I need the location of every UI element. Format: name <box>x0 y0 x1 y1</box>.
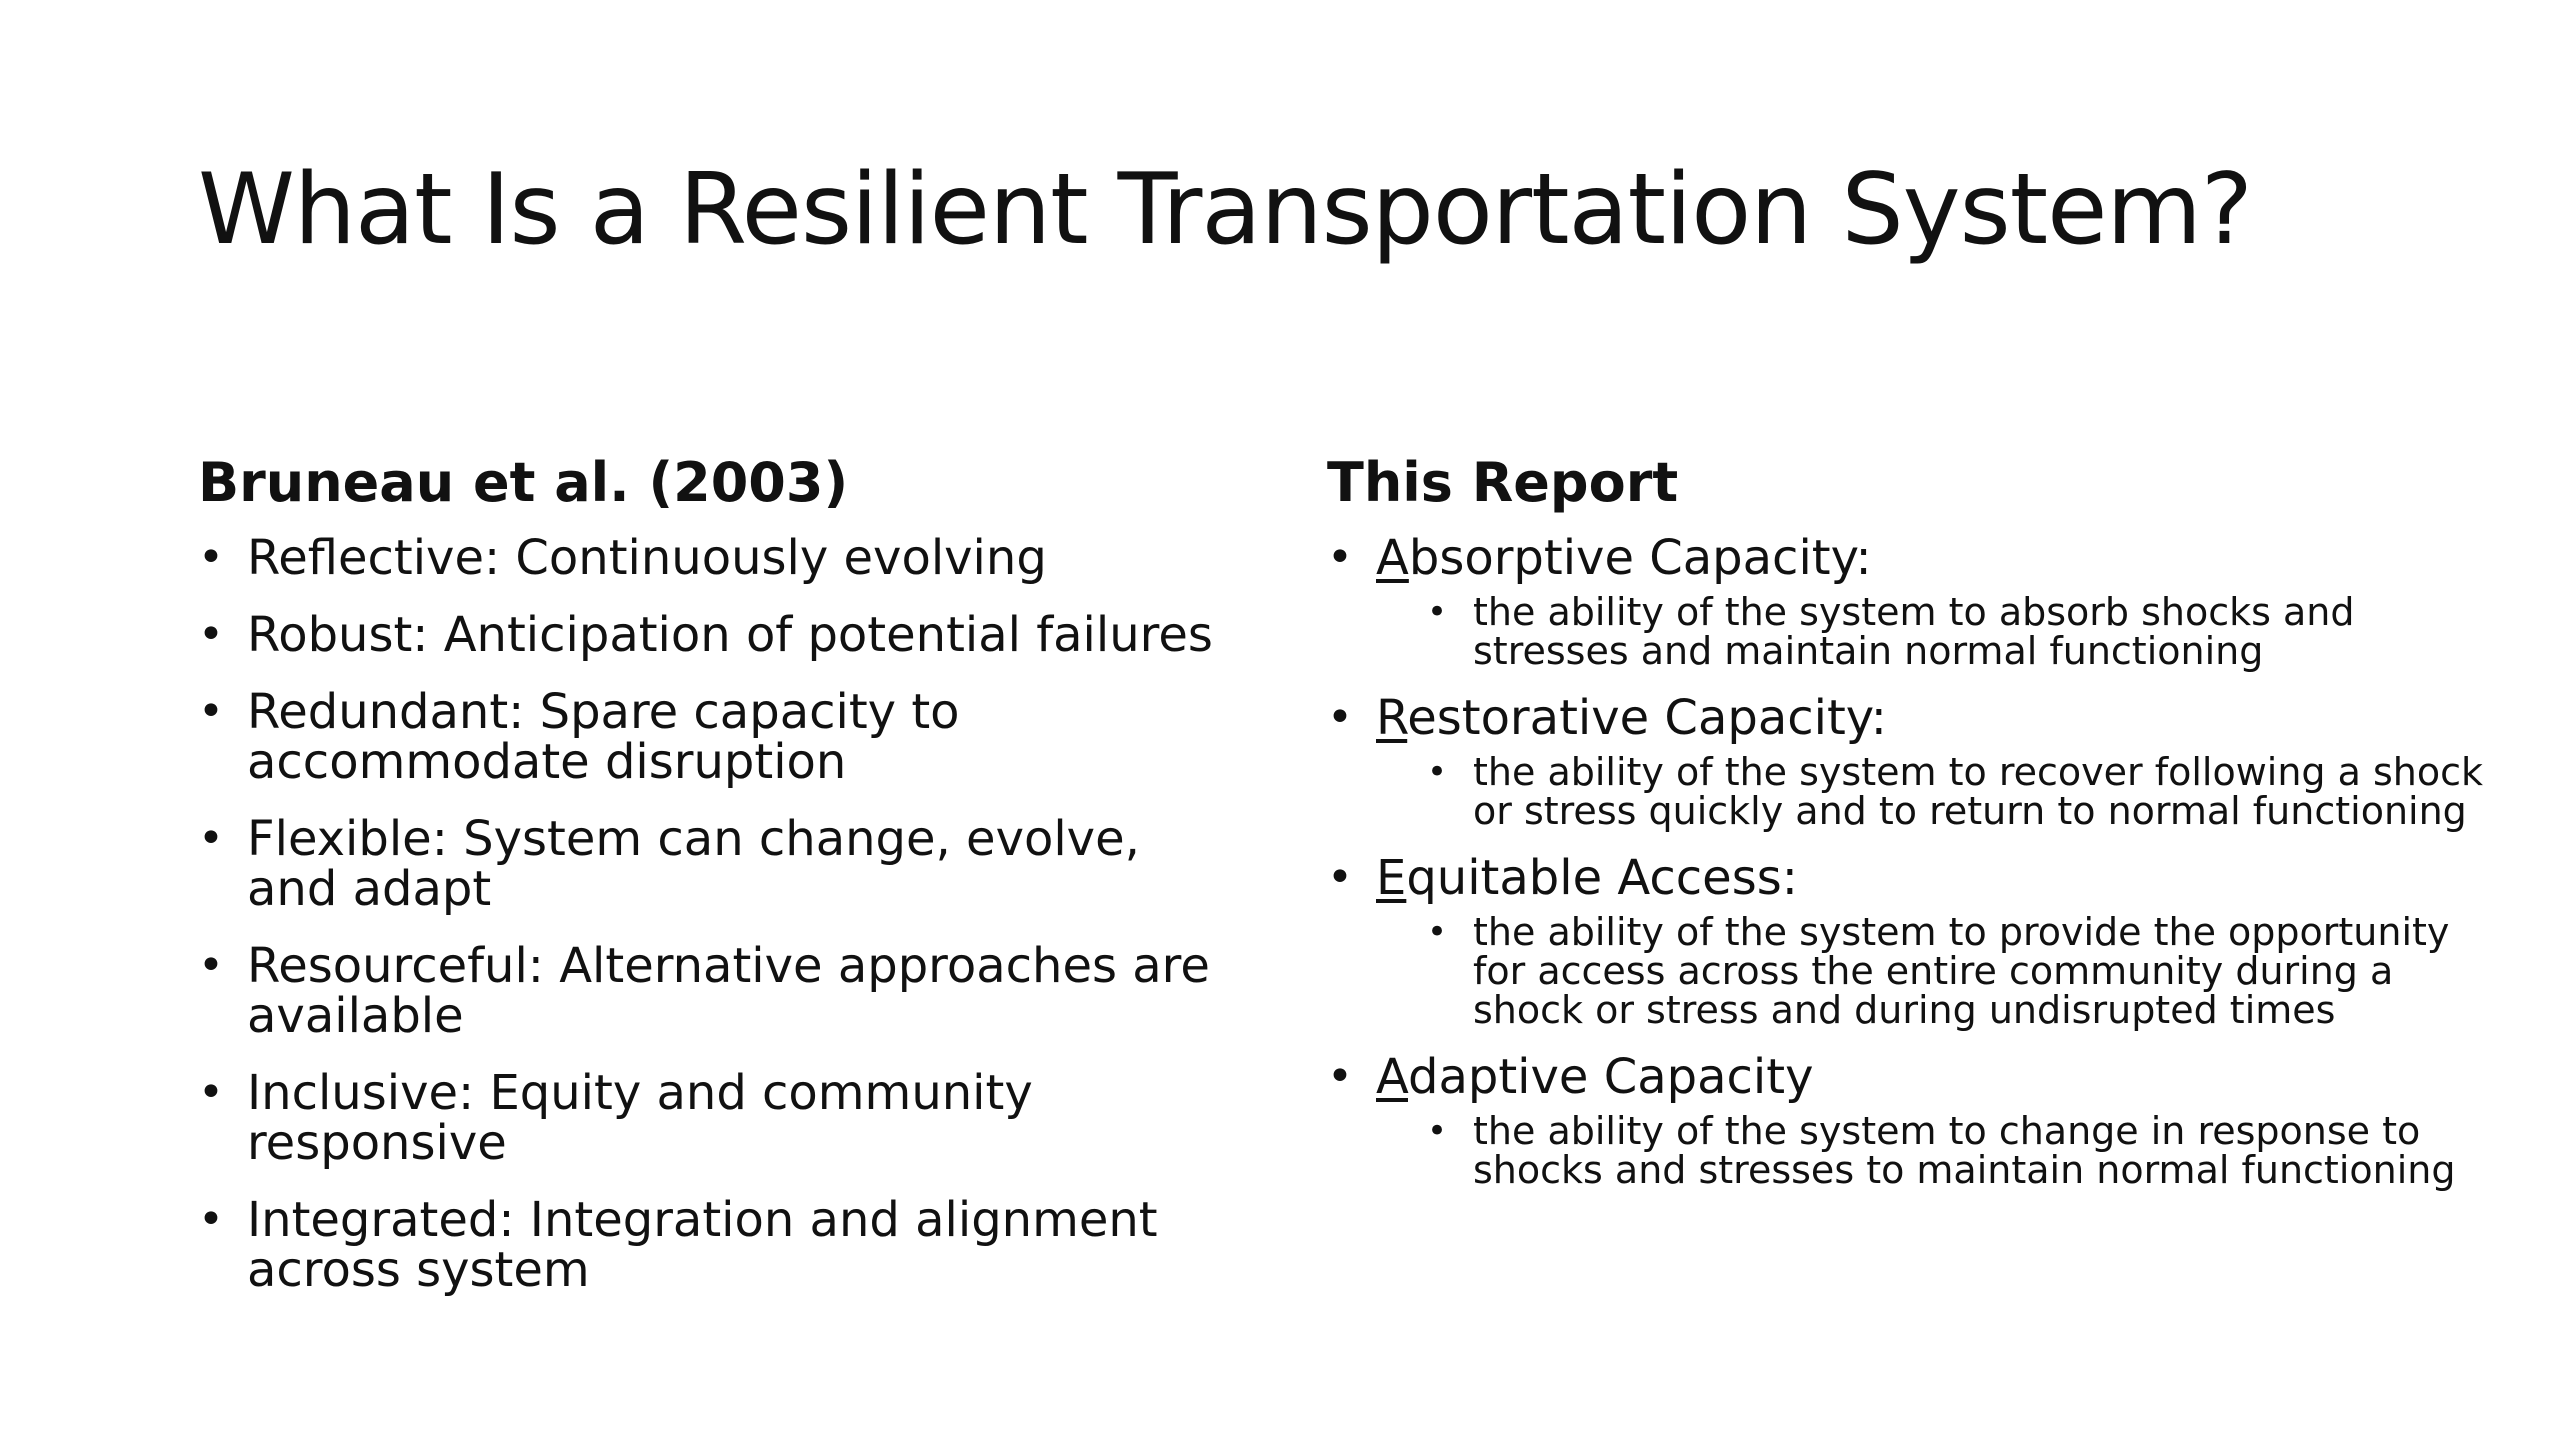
term-initial: A <box>1376 1049 1408 1105</box>
list-item: • Integrated: Integration and alignment across system <box>198 1195 1238 1295</box>
sub-list-item: • the ability of the system to recover following a shock or stress quickly and to return to normal functioning <box>1376 753 2507 831</box>
term-rest: bsorptive Capacity: <box>1408 530 1872 586</box>
term-initial: R <box>1376 690 1408 746</box>
slide-title: What Is a Resilient Transportation System? <box>198 153 2252 267</box>
right-column <box>1327 445 2507 1212</box>
left-bullet-list <box>198 530 1238 1298</box>
term-adaptive-capacity <box>1376 1049 1813 1105</box>
term-restorative-capacity <box>1376 690 1887 746</box>
sub-list <box>1376 590 2507 673</box>
sub-list <box>1376 910 2507 1032</box>
right-bullet-list <box>1327 530 2507 1192</box>
list-item: • Inclusive: Equity and community responsive <box>198 1068 1238 1168</box>
list-item <box>1327 690 2507 833</box>
list-item: • Resourceful: Alternative approaches are available <box>198 941 1238 1041</box>
left-column-heading: Bruneau et al. (2003) <box>198 451 849 514</box>
list-item: • Redundant: Spare capacity to accommodate disruption <box>198 687 1238 787</box>
list-item <box>1327 850 2507 1032</box>
sub-list-item: • the ability of the system to change in response to shocks and stresses to maintain normal functioning <box>1376 1112 2507 1190</box>
term-equitable-access <box>1376 850 1798 906</box>
sub-list-item: • the ability of the system to provide the opportunity for access across the entire community during a shock or stress and during undisrupted times <box>1376 913 2507 1030</box>
list-item: • Reflective: Continuously evolving <box>198 533 1238 583</box>
term-rest: estorative Capacity: <box>1407 690 1887 746</box>
term-initial: E <box>1376 850 1407 906</box>
sub-list <box>1376 1109 2507 1192</box>
list-item: • Flexible: System can change, evolve, and adapt <box>198 814 1238 914</box>
list-item: • Robust: Anticipation of potential failures <box>198 610 1238 660</box>
right-column-heading: This Report <box>1327 451 1679 514</box>
list-item <box>1327 1049 2507 1192</box>
sub-list-item: • the ability of the system to absorb shocks and stresses and maintain normal functioning <box>1376 593 2507 671</box>
list-item <box>1327 530 2507 673</box>
term-rest: quitable Access: <box>1406 850 1798 906</box>
term-rest: daptive Capacity <box>1408 1049 1814 1105</box>
term-initial: A <box>1376 530 1409 586</box>
sub-list <box>1376 750 2507 833</box>
left-column <box>198 445 1238 1322</box>
term-absorptive-capacity <box>1376 530 1872 586</box>
